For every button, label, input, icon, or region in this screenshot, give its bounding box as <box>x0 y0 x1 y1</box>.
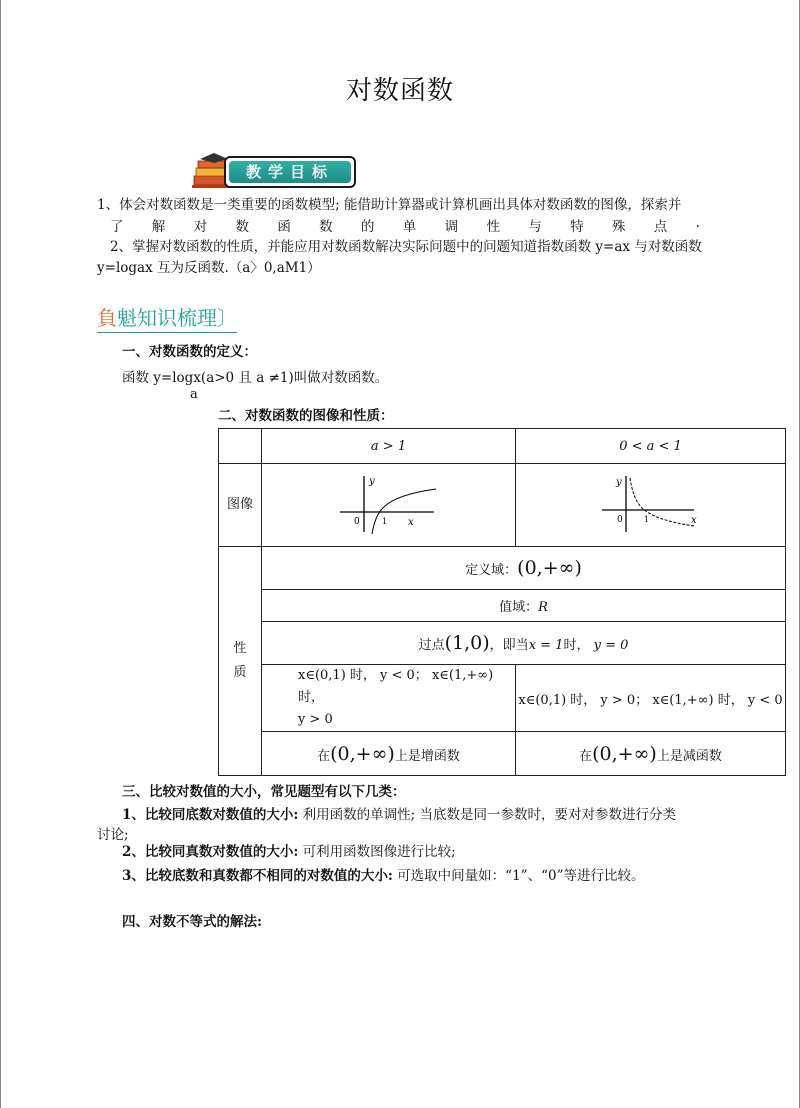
graph-origin-label: 0 <box>616 515 623 525</box>
graph-decreasing-cell <box>516 464 786 547</box>
table-point-row <box>219 622 786 665</box>
goal-line-2-char: 特 <box>570 219 584 235</box>
log-graph-decreasing <box>596 470 706 540</box>
table-domain-row <box>219 547 786 590</box>
goal-line-2-char: 函 <box>277 219 291 235</box>
goal-line-4: y=logax 互为反函数.（a〉0,aM1） <box>97 260 321 276</box>
graph-x-label: x <box>690 515 697 526</box>
graph-origin-label: 0 <box>353 517 360 527</box>
compare-item-1-cont: 讨论; <box>97 827 129 843</box>
goal-line-2 <box>110 215 700 235</box>
header-a-greater-1: a > 1 <box>262 429 516 464</box>
range-value: R <box>538 600 548 615</box>
page-title: 对数函数 <box>345 76 454 106</box>
goal-line-2-char: 殊 <box>611 219 626 235</box>
banner-frame <box>224 156 356 188</box>
table-sign-row <box>219 665 786 732</box>
teaching-goals-banner <box>190 150 360 192</box>
knowledge-heading-rest: 魁知识梳理〕 <box>117 306 237 330</box>
decreasing-cell: 在(0,+∞)上是减函数 <box>516 732 786 776</box>
table-image-row <box>219 464 786 547</box>
sign-right-cell: x∈(0,1) 时， y > 0； x∈(1,+∞) 时， y < 0 <box>516 665 786 732</box>
decreasing-curve <box>630 478 694 526</box>
compare-item-1: 1、比较同底数对数值的大小: 利用函数的单调性; 当底数是同一参数时，要对对参数进行分类 <box>122 807 677 823</box>
log-graph-increasing <box>334 470 444 540</box>
goal-line-2-char: 性 <box>486 219 500 235</box>
goal-line-1: 1、体会对数函数是一类重要的函数模型; 能借助计算器或计算机画出具体对数函数的图像，探索并 <box>97 197 682 213</box>
graph-x-label: x <box>407 517 414 528</box>
goal-line-2-char: 数 <box>235 219 249 235</box>
definition-text: 函数 y=logx(a>0 且 a ≠1)叫做对数函数。 <box>122 370 389 386</box>
goal-line-2-char: . <box>695 215 700 231</box>
goal-line-3: 2、掌握对数函数的性质，并能应用对数函数解决实际问题中的问题知道指数函数 y=ax 与对数函数 <box>110 239 702 255</box>
section-4-heading: 四、对数不等式的解法: <box>122 914 262 930</box>
knowledge-heading-first: 負 <box>97 306 117 330</box>
graph-y-label: y <box>615 477 622 488</box>
domain-cell: 定义域：(0,+∞) <box>262 547 786 590</box>
section-3-heading: 三、比较对数值的大小，常见题型有以下几类： <box>122 784 406 800</box>
goal-line-2-char: 单 <box>402 219 417 235</box>
graph-increasing-cell <box>262 464 516 547</box>
goal-line-2-char: 了 <box>110 219 124 235</box>
graph-y-label: y <box>368 476 375 487</box>
row-label-image: 图像 <box>219 464 262 547</box>
sign-left-cell: x∈(0,1) 时， y < 0； x∈(1,+∞)时， y > 0 <box>262 665 516 732</box>
compare-item-2: 2、比较同真数对数值的大小: 可利用函数图像进行比较; <box>122 844 456 860</box>
goal-line-2-char: 点 <box>653 219 668 235</box>
goal-line-2-char: 数 <box>319 219 333 235</box>
fixed-point-cell: 过点(1,0)，即当x = 1时， y = 0 <box>262 622 786 665</box>
range-cell: 值域：R <box>262 590 786 622</box>
compare-item-3: 3、比较底数和真数都不相同的对数值的大小: 可选取中间量如：“1”、“0”等进行比较。 <box>122 868 645 884</box>
table-range-row <box>219 590 786 622</box>
goal-line-2-char: 解 <box>151 219 166 235</box>
properties-table <box>218 428 786 776</box>
header-blank-cell <box>219 429 262 464</box>
goal-line-2-char: 调 <box>444 219 459 235</box>
banner-label: 教学目标 <box>229 161 351 183</box>
page-border-left <box>0 0 1 1108</box>
increasing-cell: 在(0,+∞)上是增函数 <box>262 732 516 776</box>
header-a-between: 0 < a < 1 <box>516 429 786 464</box>
graph-one-label: 1 <box>643 515 649 524</box>
domain-value: (0,+∞) <box>517 557 582 579</box>
table-header-row <box>219 429 786 464</box>
fixed-point-value: (1,0) <box>444 632 490 654</box>
definition-subscript: a <box>190 387 198 402</box>
goal-line-2-char: 的 <box>360 219 375 235</box>
table-monotonic-row <box>219 732 786 776</box>
section-1-heading: 一、对数函数的定义： <box>122 344 257 360</box>
section-2-heading: 二、对数函数的图像和性质： <box>218 408 394 424</box>
knowledge-review-heading <box>97 302 237 333</box>
goal-line-2-char: 对 <box>193 219 208 235</box>
goal-line-2-char: 与 <box>528 219 542 235</box>
graph-one-label: 1 <box>381 517 387 526</box>
row-label-properties: 性质 <box>219 547 262 776</box>
